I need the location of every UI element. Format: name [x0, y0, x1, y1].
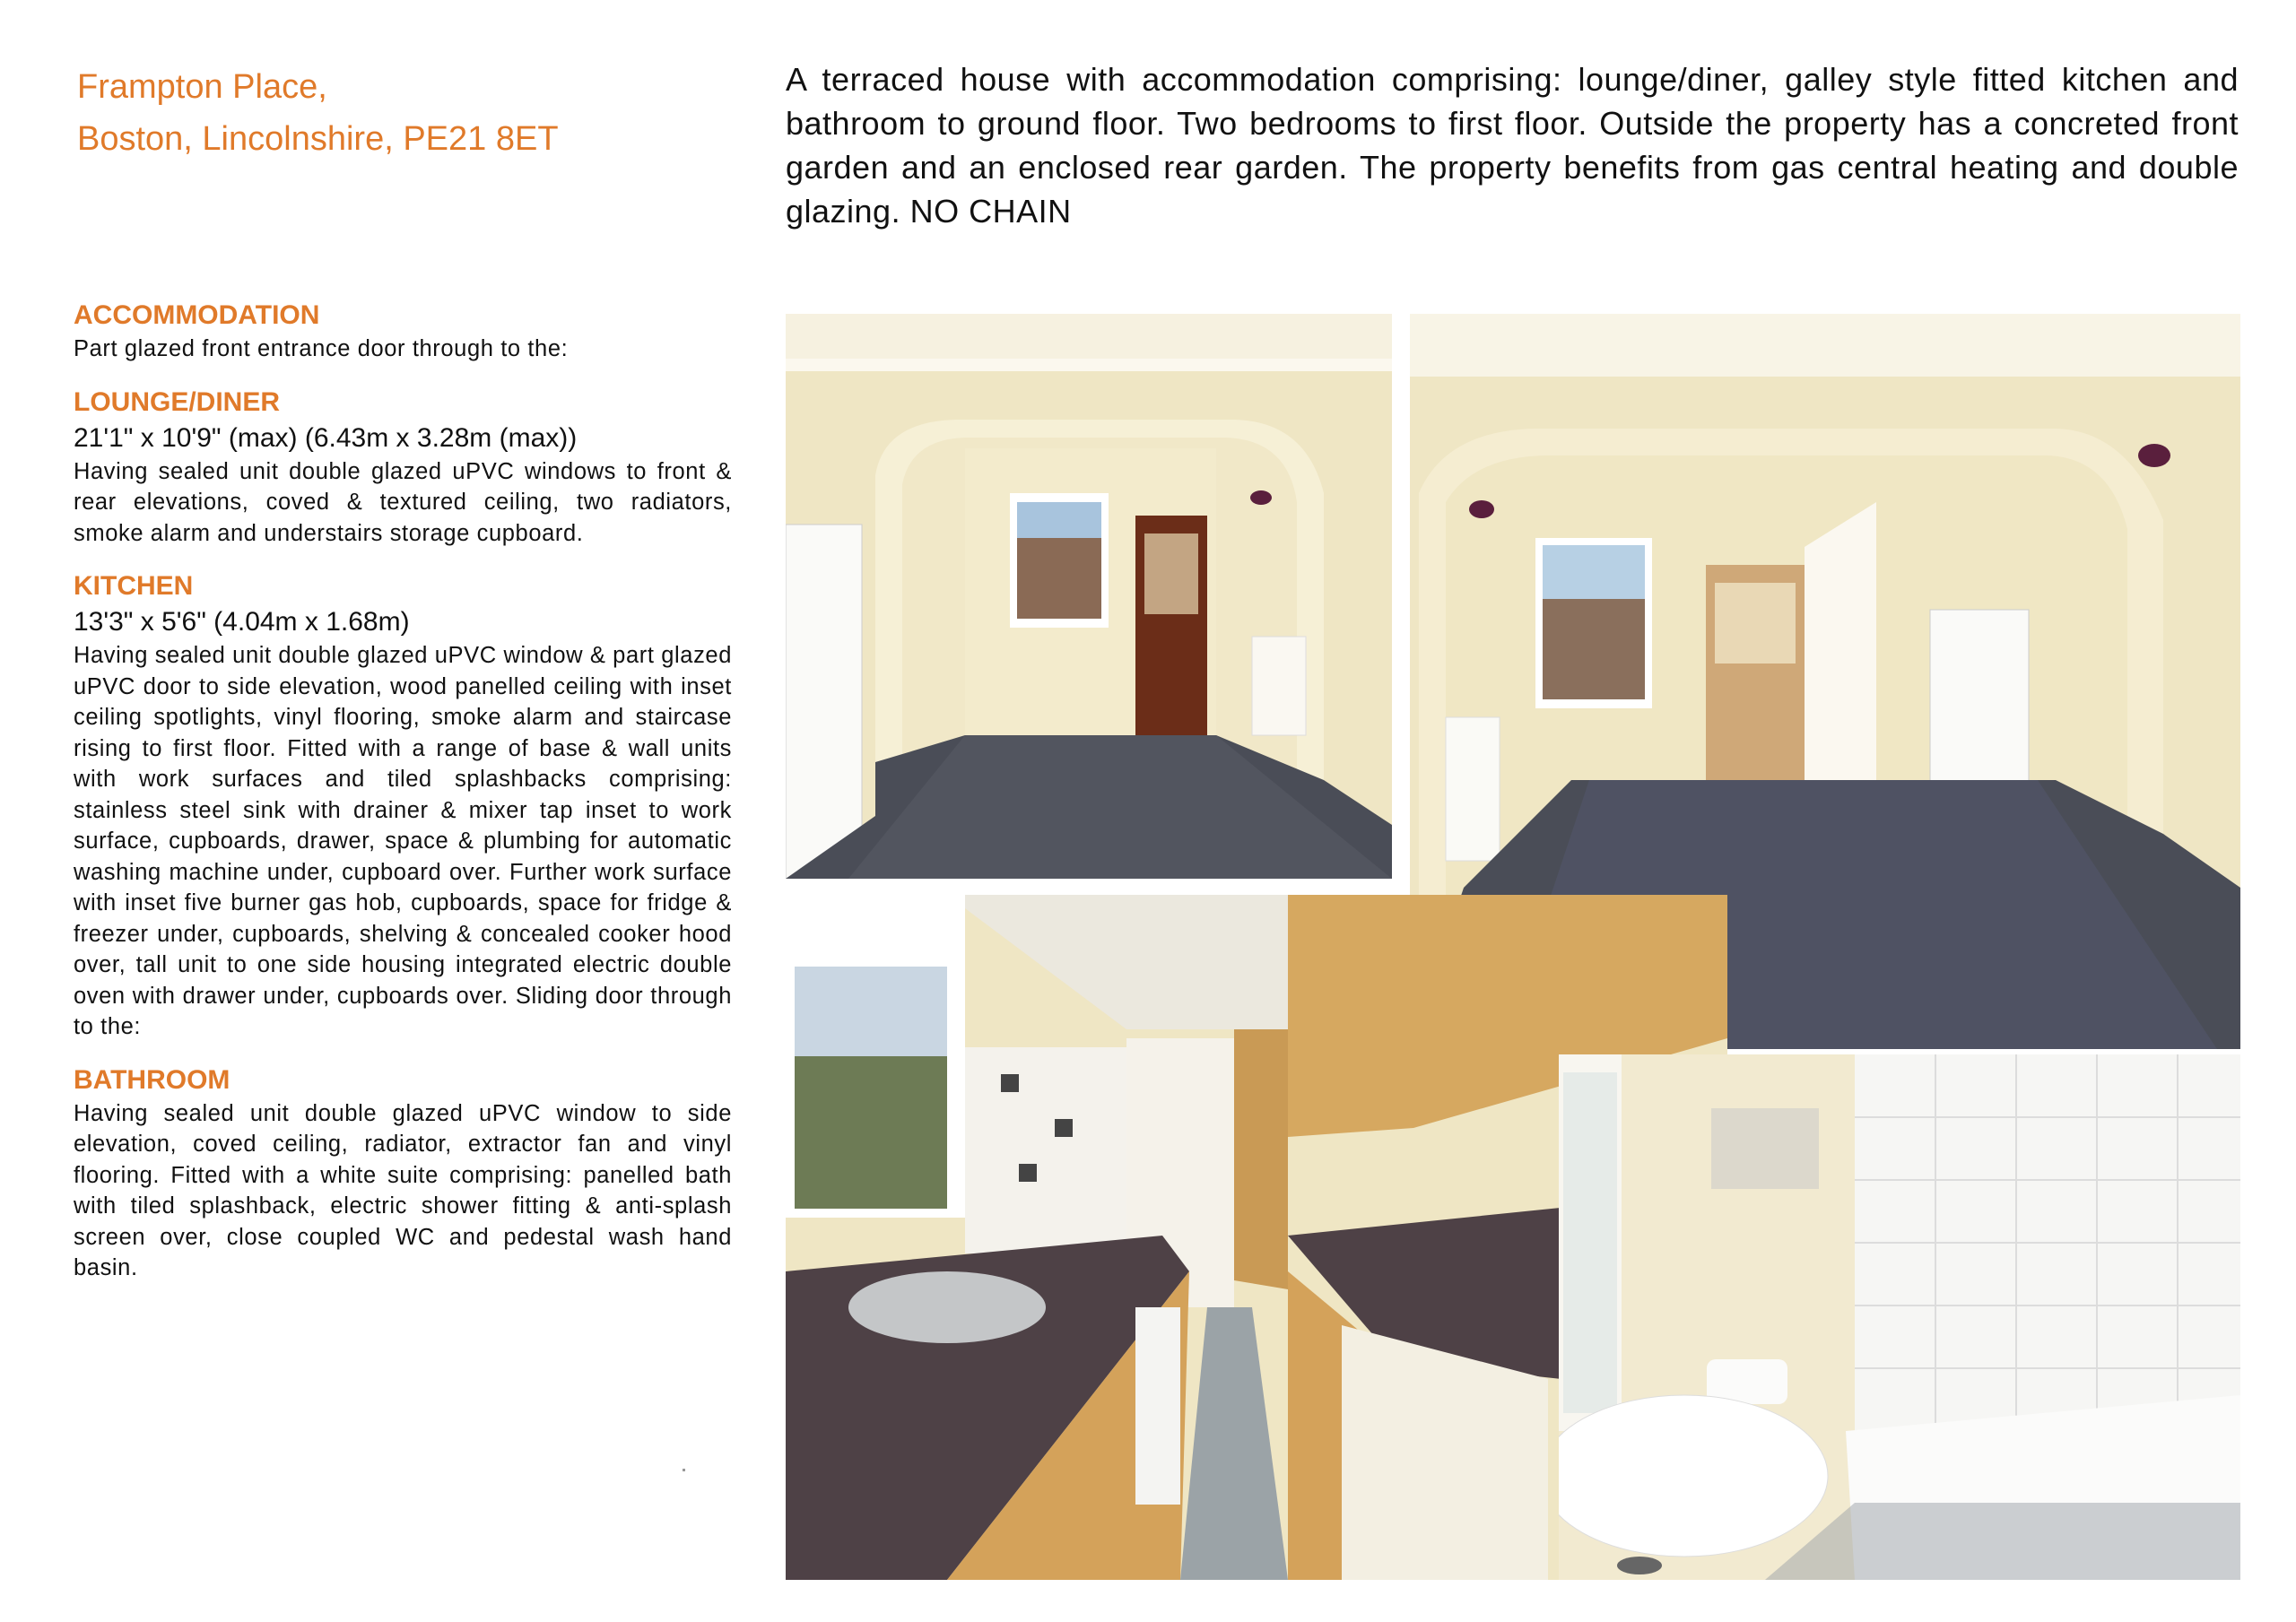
section-bathroom [74, 1063, 732, 1284]
section-text: Having sealed unit double glazed uPVC window to side elevation, coved ceiling, radiator, extractor fan and vinyl flooring. Fitted with a white suite comprising: panelled bath with tiled splashback, electric shower fitting & anti-splash screen over, close coupled WC and pedestal wash hand basin. [74, 1100, 732, 1280]
section-heading: LOUNGE/DINER [74, 386, 281, 417]
section-kitchen [74, 568, 732, 1043]
room-descriptions [74, 298, 732, 1304]
property-summary: A terraced house with accommodation comprising: lounge/diner, galley style fitted kitchen and bathroom to ground floor. Two bedrooms to first floor. Outside the property has a concreted front garden and an enclosed rear garden. The property benefits from gas central heating and double glazing. NO CHAIN [786, 61, 2239, 230]
section-accommodation [74, 298, 732, 365]
room-dimensions: 13'3" x 5'6" (4.04m x 1.68m) [74, 607, 410, 637]
section-heading: KITCHEN [74, 571, 194, 601]
photo-lounge-front [786, 314, 1392, 879]
section-text: Having sealed unit double glazed uPVC windows to front & rear elevations, coved & textured ceiling, two radiators, smoke alarm and understairs storage cupboard. [74, 458, 732, 546]
stray-dot [683, 1469, 685, 1471]
photo-bathroom [1559, 1054, 2240, 1580]
section-heading: ACCOMMODATION [74, 300, 320, 330]
address-line-1: Frampton Place, [77, 68, 327, 106]
property-address [77, 61, 723, 165]
section-text: Having sealed unit double glazed uPVC window & part glazed uPVC door to side elevation, wood panelled ceiling with inset ceiling spotlights, vinyl flooring, smoke alarm and staircase rising to first floor. Fitted with a range of base & wall units with work surfaces and tiled splashbacks comprising: stainless steel sink with drainer & mixer tap inset to work surface, cupboards, drawer, space & plumbing for automatic washing machine under, cupboard over. Further work surface with inset five burner gas hob, cupboards, space for fridge & freezer under, cupboards, shelving & concealed cooker hood over, tall unit to one side housing integrated electric double oven with drawer under, cupboards over. Sliding door through to the: [74, 643, 732, 1039]
section-lounge-diner [74, 385, 732, 550]
room-dimensions: 21'1" x 10'9" (max) (6.43m x 3.28m (max)) [74, 422, 578, 453]
section-text: Part glazed front entrance door through to the: [74, 336, 569, 361]
section-heading: BATHROOM [74, 1064, 230, 1095]
address-line-2: Boston, Lincolnshire, PE21 8ET [77, 120, 559, 158]
